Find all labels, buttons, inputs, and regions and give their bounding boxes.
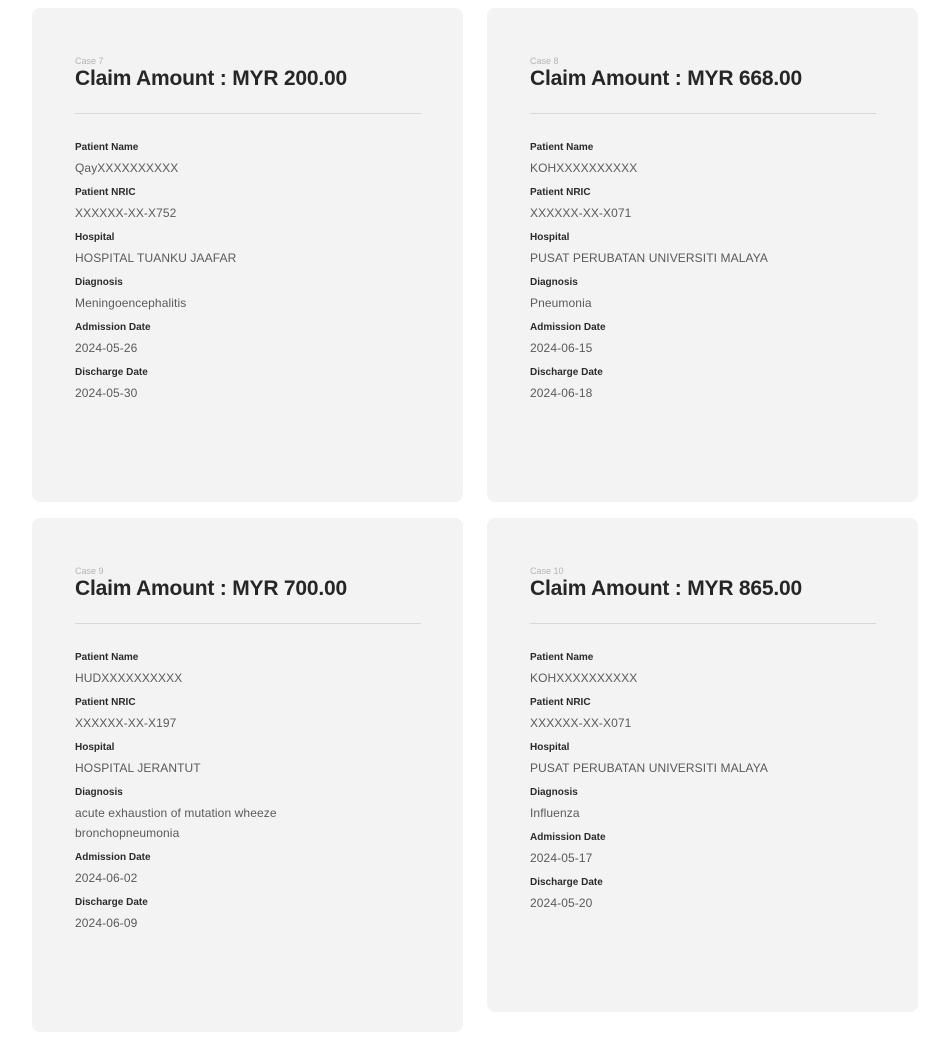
hospital-label: Hospital — [75, 742, 115, 753]
discharge-date-value: 2024-05-30 — [75, 386, 138, 400]
patient-nric-label: Patient NRIC — [530, 697, 591, 708]
divider — [530, 623, 876, 624]
claim-card-case-10 — [487, 518, 918, 1012]
claim-amount-prefix: Claim Amount : — [75, 67, 233, 90]
divider — [75, 113, 421, 114]
case-label: Case 9 — [75, 566, 104, 576]
patient-nric-value: XXXXXX-XX-X197 — [75, 716, 177, 730]
hospital-value: HOSPITAL JERANTUT — [75, 761, 201, 775]
claim-card-case-8 — [487, 8, 918, 502]
patient-nric-value: XXXXXX-XX-X071 — [530, 716, 632, 730]
admission-date-label: Admission Date — [75, 852, 151, 863]
discharge-date-label: Discharge Date — [530, 877, 603, 888]
case-label: Case 10 — [530, 566, 564, 576]
patient-name-value: HUDXXXXXXXXXX — [75, 671, 183, 685]
admission-date-value: 2024-06-15 — [530, 341, 593, 355]
diagnosis-label: Diagnosis — [75, 277, 123, 288]
patient-nric-label: Patient NRIC — [75, 187, 136, 198]
case-label: Case 8 — [530, 56, 559, 66]
claim-amount-prefix: Claim Amount : — [530, 67, 688, 90]
claim-amount-prefix: Claim Amount : — [75, 577, 233, 600]
discharge-date-value: 2024-05-20 — [530, 896, 593, 910]
patient-name-value: KOHXXXXXXXXXX — [530, 671, 638, 685]
diagnosis-value: Influenza — [530, 806, 580, 820]
admission-date-label: Admission Date — [75, 322, 151, 333]
patient-name-value: QayXXXXXXXXXX — [75, 161, 179, 175]
hospital-label: Hospital — [530, 232, 570, 243]
patient-nric-label: Patient NRIC — [530, 187, 591, 198]
patient-nric-value: XXXXXX-XX-X752 — [75, 206, 177, 220]
claim-amount-value: MYR 668.00 — [687, 67, 802, 90]
hospital-value: HOSPITAL TUANKU JAAFAR — [75, 251, 237, 265]
patient-name-label: Patient Name — [75, 142, 139, 153]
admission-date-label: Admission Date — [530, 322, 606, 333]
patient-name-label: Patient Name — [530, 652, 594, 663]
diagnosis-value: acute exhaustion of mutation wheeze bronchopneumonia — [75, 806, 277, 840]
claim-amount-title — [75, 67, 421, 91]
claim-amount-title — [530, 67, 876, 91]
patient-name-label: Patient Name — [75, 652, 139, 663]
patient-nric-label: Patient NRIC — [75, 697, 136, 708]
patient-nric-value: XXXXXX-XX-X071 — [530, 206, 632, 220]
patient-name-value: KOHXXXXXXXXXX — [530, 161, 638, 175]
claim-amount-value: MYR 700.00 — [232, 577, 347, 600]
discharge-date-label: Discharge Date — [530, 367, 603, 378]
admission-date-value: 2024-06-02 — [75, 871, 138, 885]
admission-date-value: 2024-05-26 — [75, 341, 138, 355]
admission-date-label: Admission Date — [530, 832, 606, 843]
claim-card-case-9 — [32, 518, 463, 1032]
diagnosis-label: Diagnosis — [530, 787, 578, 798]
claim-card-case-7 — [32, 8, 463, 502]
divider — [75, 623, 421, 624]
discharge-date-value: 2024-06-18 — [530, 386, 593, 400]
hospital-label: Hospital — [530, 742, 570, 753]
claim-amount-prefix: Claim Amount : — [530, 577, 688, 600]
claim-amount-title — [530, 577, 876, 601]
hospital-label: Hospital — [75, 232, 115, 243]
case-label: Case 7 — [75, 56, 104, 66]
discharge-date-label: Discharge Date — [75, 367, 148, 378]
claim-amount-title — [75, 577, 421, 601]
patient-name-label: Patient Name — [530, 142, 594, 153]
hospital-value: PUSAT PERUBATAN UNIVERSITI MALAYA — [530, 761, 769, 775]
diagnosis-label: Diagnosis — [530, 277, 578, 288]
claim-amount-value: MYR 865.00 — [687, 577, 802, 600]
hospital-value: PUSAT PERUBATAN UNIVERSITI MALAYA — [530, 251, 769, 265]
diagnosis-value: Meningoencephalitis — [75, 296, 187, 310]
discharge-date-label: Discharge Date — [75, 897, 148, 908]
diagnosis-value: Pneumonia — [530, 296, 592, 310]
diagnosis-label: Diagnosis — [75, 787, 123, 798]
claim-amount-value: MYR 200.00 — [232, 67, 347, 90]
divider — [530, 113, 876, 114]
admission-date-value: 2024-05-17 — [530, 851, 593, 865]
discharge-date-value: 2024-06-09 — [75, 916, 138, 930]
